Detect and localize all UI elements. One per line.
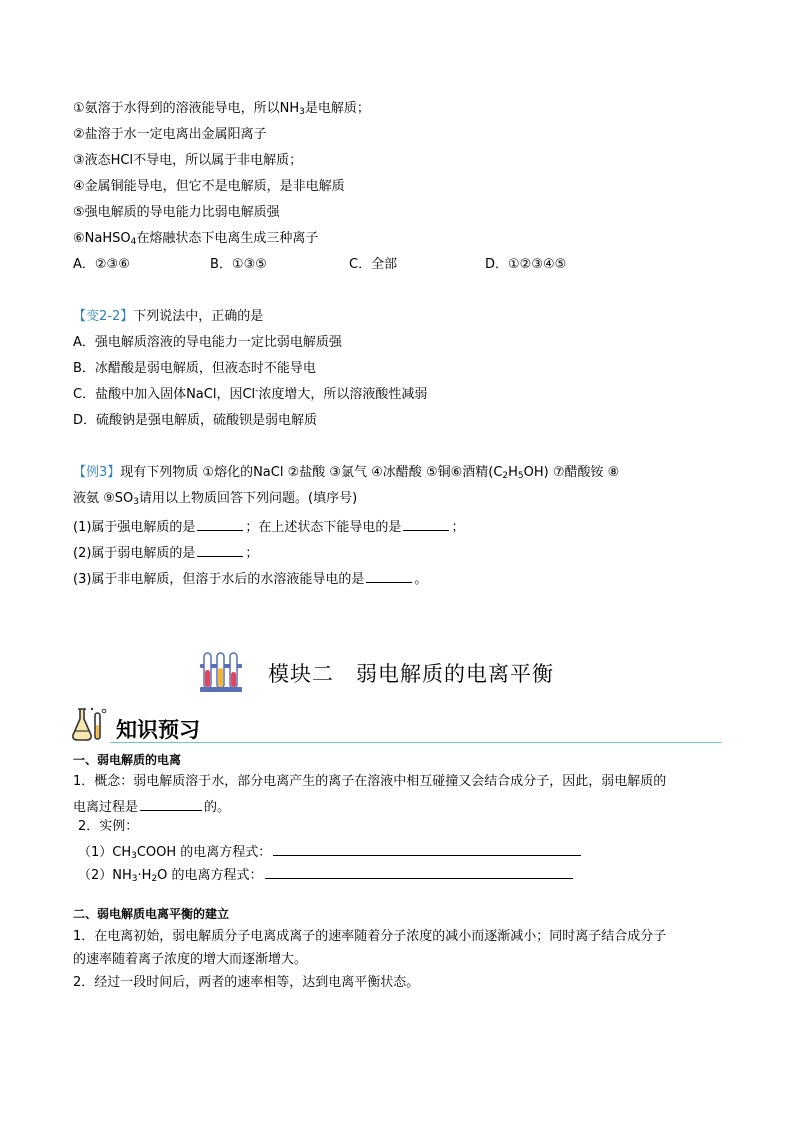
equation-blank[interactable] bbox=[273, 842, 581, 856]
statement-6: ⑥NaHSO$_4$在熔融状态下电离生成三种离子 bbox=[73, 231, 319, 247]
variant-option-d: D．硫酸钠是强电解质，硫酸钡是弱电解质 bbox=[73, 413, 318, 428]
choice-d: D．①②③④⑤ bbox=[485, 257, 567, 272]
part-1-example-2: $(2)NH_3\cdot H_2O$ 的电离方程式： bbox=[78, 865, 575, 884]
example-tag: 【例3】 bbox=[73, 465, 121, 480]
variant-2-2-stem: 【变2-2】下列说法中，正确的是 bbox=[73, 309, 264, 324]
part-1-heading: 一、弱电解质的电离 bbox=[73, 753, 182, 767]
part-1-concept-line-1: 1．概念：弱电解质溶于水，部分电离产生的离子在溶液中相互碰撞又会结合成分子，因此，弱电解质的 bbox=[73, 774, 667, 789]
variant-tag: 【变2-2】 bbox=[73, 309, 134, 324]
example-3-line-2: 液氨 $⑨SO_3$请用以上物质回答下列问题。(填序号) bbox=[73, 491, 358, 507]
statement-4: ④金属铜能导电，但它不是电解质，是非电解质 bbox=[73, 179, 345, 194]
answer-blank[interactable] bbox=[366, 569, 412, 583]
flask-icon bbox=[70, 705, 110, 743]
part-1-examples-label: 2．实例： bbox=[78, 819, 139, 834]
part-2-line-2: 的速率随着离子浓度的增大而逐渐增大。 bbox=[73, 952, 308, 967]
section-divider bbox=[110, 742, 722, 743]
answer-blank[interactable] bbox=[403, 517, 449, 531]
answer-blank[interactable] bbox=[197, 517, 243, 531]
answer-blank[interactable] bbox=[197, 543, 243, 557]
section-header bbox=[70, 705, 722, 745]
statement-2: ②盐溶于水一定电离出金属阳离子 bbox=[73, 127, 267, 142]
statement-3: ③液态HCl不导电，所以属于非电解质； bbox=[73, 153, 303, 168]
statement-1: ①氨溶于水得到的溶液能导电，所以$NH_3$是电解质； bbox=[73, 101, 370, 117]
section-title: 知识预习 bbox=[116, 718, 200, 742]
part-1-example-1: $(1)CH_3COOH$ 的电离方程式： bbox=[78, 842, 583, 861]
variant-option-a: A．强电解质溶液的导电能力一定比弱电解质强 bbox=[73, 335, 342, 350]
example-3-line-1: 【例3】现有下列物质 ①熔化的NaCl ②盐酸 ③氯气 ④冰醋酸 ⑤铜⑥酒精$(C_2H_5OH)$ ⑦醋酸铵 ⑧ bbox=[73, 465, 620, 481]
part-2-heading: 二、弱电解质电离平衡的建立 bbox=[73, 907, 230, 921]
example-3-question-3: (3)属于非电解质，但溶于水后的水溶液能导电的是 。 bbox=[73, 569, 427, 588]
choices-row bbox=[73, 257, 633, 273]
part-2-line-3: 2．经过一段时间后，两者的速率相等，达到电离平衡状态。 bbox=[73, 975, 420, 990]
statement-5: ⑤强电解质的导电能力比弱电解质强 bbox=[73, 205, 280, 220]
example-3-question-2: (2)属于弱电解质的是 ； bbox=[73, 543, 258, 562]
choice-c: C．全部 bbox=[349, 257, 398, 272]
answer-blank[interactable] bbox=[140, 797, 202, 811]
part-1-concept-line-2: 电离过程是 的。 bbox=[73, 797, 230, 816]
module-header bbox=[198, 648, 598, 694]
equation-blank[interactable] bbox=[265, 865, 573, 879]
part-2-line-1: 1．在电离初始，弱电解质分子电离成离子的速率随着分子浓度的减小而逐渐减小；同时离子结合成分子 bbox=[73, 929, 667, 944]
variant-option-c: C．盐酸中加入固体NaCl，因Cl-浓度增大，所以溶液酸性减弱 bbox=[73, 386, 428, 402]
choice-b: B．①③⑤ bbox=[210, 257, 267, 272]
example-3-question-1: (1)属于强电解质的是 ；在上述状态下能导电的是 ； bbox=[73, 517, 464, 536]
test-tube-rack-icon bbox=[198, 648, 244, 694]
module-title: 模块二 弱电解质的电离平衡 bbox=[268, 662, 554, 686]
variant-option-b: B．冰醋酸是弱电解质，但液态时不能导电 bbox=[73, 361, 316, 376]
choice-a: A．②③⑥ bbox=[73, 257, 130, 272]
